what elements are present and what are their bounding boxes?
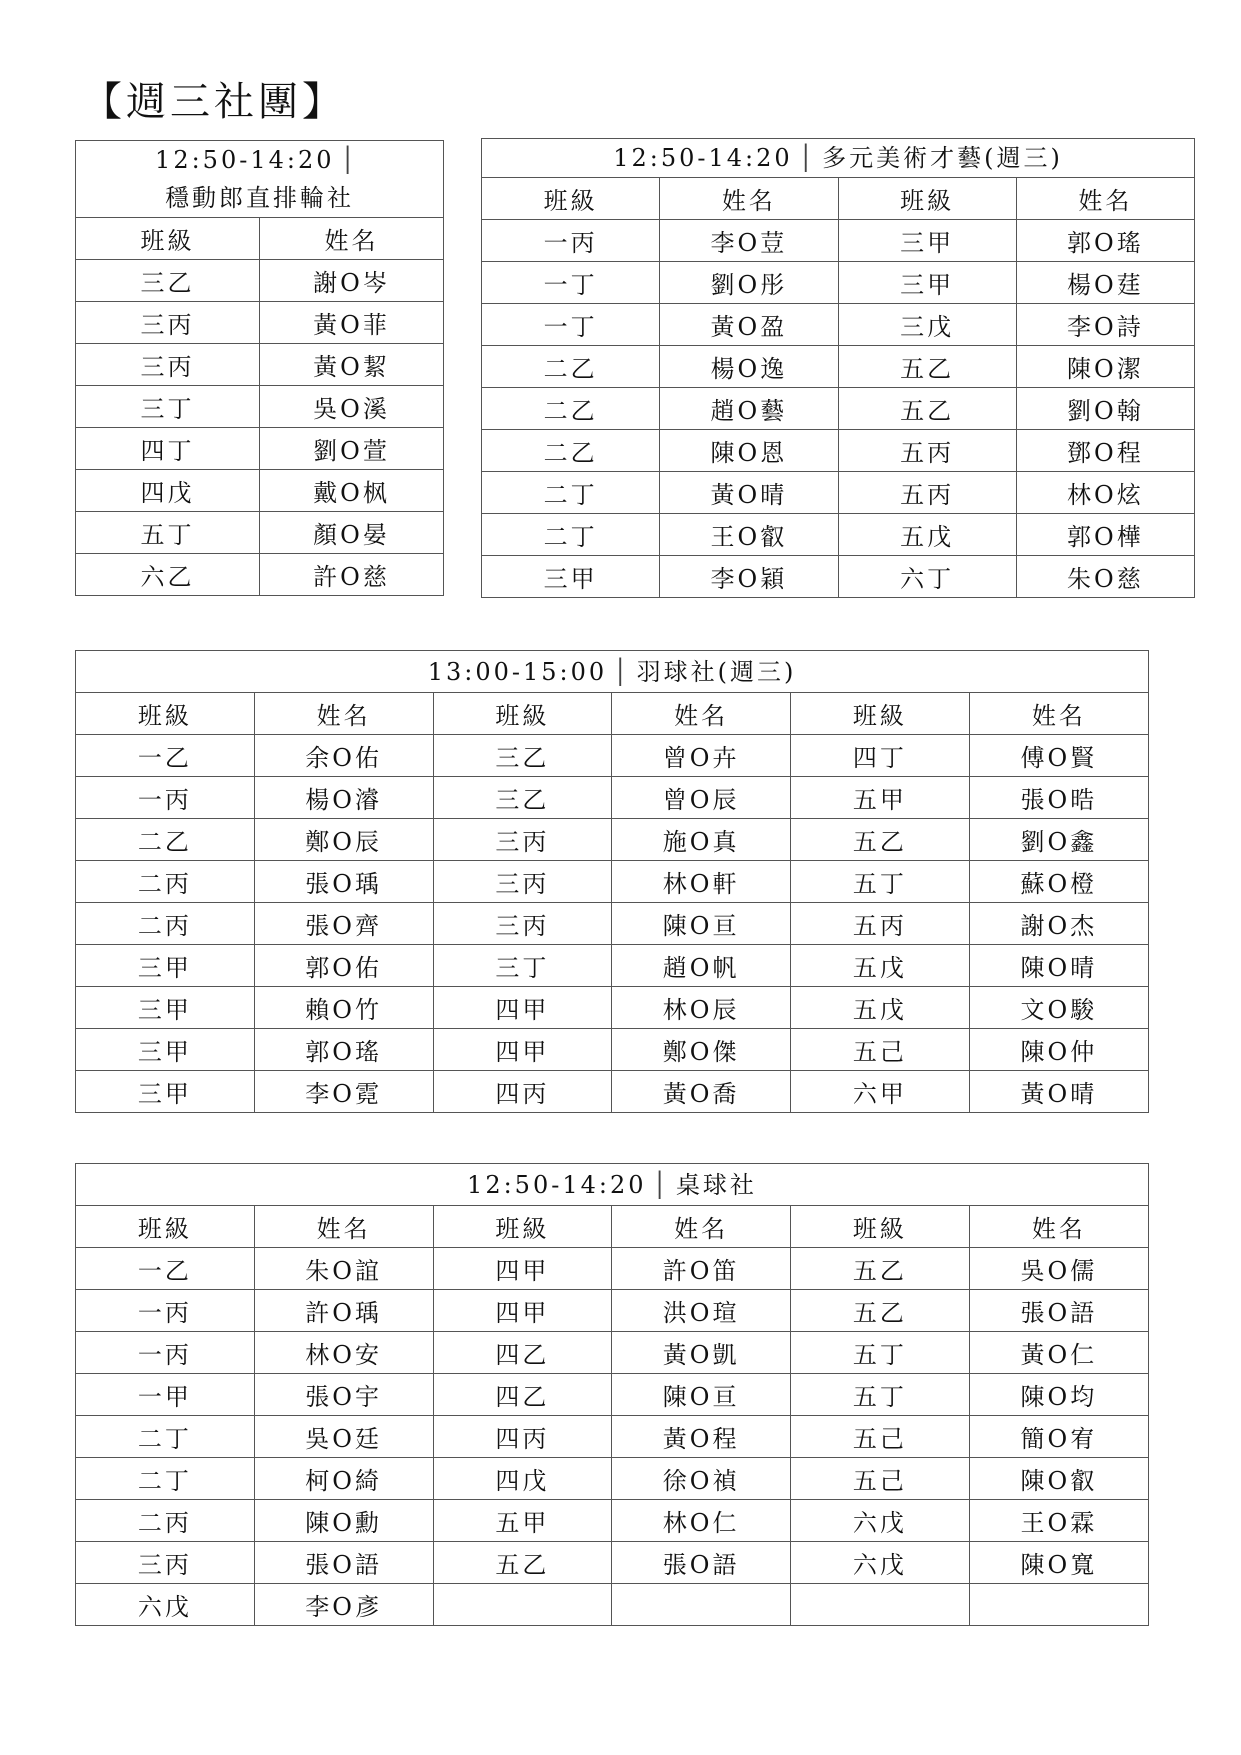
column-header-name: 姓名 (612, 1206, 791, 1248)
name-cell: 柯O綺 (254, 1458, 433, 1500)
class-cell: 三甲 (76, 987, 255, 1029)
separator: │ (340, 146, 358, 174)
column-header-class: 班級 (76, 1206, 255, 1248)
table-row (76, 1584, 1149, 1626)
class-cell: 三甲 (838, 220, 1016, 262)
class-cell: 二丁 (482, 472, 660, 514)
name-cell: 張O語 (612, 1542, 791, 1584)
class-cell: 四甲 (433, 1290, 612, 1332)
table-row (482, 388, 1195, 430)
class-cell: 六戊 (791, 1542, 970, 1584)
column-header-name: 姓名 (660, 178, 838, 220)
table-row (76, 386, 444, 428)
name-cell: 張O語 (254, 1542, 433, 1584)
name-cell: 李O彥 (254, 1584, 433, 1626)
name-cell: 黃O程 (612, 1416, 791, 1458)
table-row (76, 777, 1149, 819)
column-header-row (76, 1206, 1149, 1248)
name-cell: 劉O翰 (1016, 388, 1194, 430)
class-cell: 三戊 (838, 304, 1016, 346)
class-cell: 五己 (791, 1029, 970, 1071)
name-cell: 吳O廷 (254, 1416, 433, 1458)
name-cell: 黃O晴 (969, 1071, 1148, 1113)
column-header-class: 班級 (433, 1206, 612, 1248)
name-cell: 劉O彤 (660, 262, 838, 304)
class-cell: 五甲 (433, 1500, 612, 1542)
name-cell: 簡O宥 (969, 1416, 1148, 1458)
name-cell: 陳O亘 (612, 1374, 791, 1416)
name-cell: 林O軒 (612, 861, 791, 903)
class-cell: 四甲 (433, 1248, 612, 1290)
name-cell: 楊O逸 (660, 346, 838, 388)
class-cell: 四丙 (433, 1071, 612, 1113)
class-cell: 三甲 (76, 945, 255, 987)
name-cell: 謝O岑 (260, 260, 444, 302)
class-cell: 三甲 (76, 1029, 255, 1071)
name-cell: 黃O喬 (612, 1071, 791, 1113)
table-row (76, 735, 1149, 777)
class-cell: 六甲 (791, 1071, 970, 1113)
name-cell: 李O詩 (1016, 304, 1194, 346)
table-row (76, 1332, 1149, 1374)
name-cell: 許O瑀 (254, 1290, 433, 1332)
class-cell: 一乙 (76, 735, 255, 777)
club-name: 穩動郎直排輪社 (165, 184, 354, 212)
class-cell: 三丙 (76, 1542, 255, 1584)
name-cell: 陳O叡 (969, 1458, 1148, 1500)
name-cell: 曾O卉 (612, 735, 791, 777)
name-cell: 郭O瑤 (1016, 220, 1194, 262)
name-cell: 陳O仲 (969, 1029, 1148, 1071)
name-cell: 陳O恩 (660, 430, 838, 472)
name-cell: 吳O儒 (969, 1248, 1148, 1290)
name-cell: 徐O禎 (612, 1458, 791, 1500)
name-cell: 黃O晴 (660, 472, 838, 514)
column-header-name: 姓名 (1016, 178, 1194, 220)
class-cell: 一乙 (76, 1248, 255, 1290)
column-header-class: 班級 (433, 693, 612, 735)
class-cell: 五戊 (791, 945, 970, 987)
club-time: 12:50-14:20 (613, 144, 793, 172)
name-cell: 楊O濬 (254, 777, 433, 819)
class-cell: 五乙 (791, 819, 970, 861)
class-cell: 三甲 (838, 262, 1016, 304)
class-cell: 三甲 (76, 1071, 255, 1113)
separator: │ (652, 1170, 670, 1199)
column-header-name: 姓名 (254, 1206, 433, 1248)
club-time: 13:00-15:00 (427, 657, 608, 686)
class-cell: 一丁 (482, 262, 660, 304)
name-cell (612, 1584, 791, 1626)
table-row (482, 220, 1195, 262)
class-cell: 五丁 (791, 1332, 970, 1374)
table-row (76, 1290, 1149, 1332)
table-row (76, 1458, 1149, 1500)
class-cell: 二乙 (482, 346, 660, 388)
class-cell: 一丙 (482, 220, 660, 262)
name-cell: 賴O竹 (254, 987, 433, 1029)
club-header (76, 651, 1149, 693)
class-cell: 一甲 (76, 1374, 255, 1416)
name-cell: 陳O潔 (1016, 346, 1194, 388)
separator: │ (798, 144, 817, 172)
table-row (76, 470, 444, 512)
class-cell: 二乙 (482, 430, 660, 472)
name-cell: 陳O亘 (612, 903, 791, 945)
name-cell: 鄭O傑 (612, 1029, 791, 1071)
table-row (76, 1029, 1149, 1071)
class-cell: 三丙 (433, 861, 612, 903)
table-row (482, 472, 1195, 514)
class-cell: 三乙 (76, 260, 260, 302)
class-cell: 三丙 (433, 903, 612, 945)
class-cell: 一丙 (76, 1290, 255, 1332)
class-cell: 二丙 (76, 903, 255, 945)
club-header (76, 141, 444, 218)
table-row (482, 556, 1195, 598)
name-cell: 許O笛 (612, 1248, 791, 1290)
class-cell: 五乙 (838, 346, 1016, 388)
name-cell: 林O仁 (612, 1500, 791, 1542)
name-cell: 李O穎 (660, 556, 838, 598)
column-header-row (76, 218, 444, 260)
table-row (76, 428, 444, 470)
class-cell: 三丁 (76, 386, 260, 428)
table-row (76, 1374, 1149, 1416)
club-table-table-tennis (75, 1163, 1149, 1626)
name-cell: 陳O均 (969, 1374, 1148, 1416)
class-cell: 四丁 (76, 428, 260, 470)
table-row (76, 512, 444, 554)
class-cell: 五己 (791, 1416, 970, 1458)
name-cell (969, 1584, 1148, 1626)
name-cell: 余O佑 (254, 735, 433, 777)
name-cell: 謝O杰 (969, 903, 1148, 945)
class-cell: 四戊 (433, 1458, 612, 1500)
table-row (76, 945, 1149, 987)
class-cell: 四乙 (433, 1332, 612, 1374)
name-cell: 陳O勳 (254, 1500, 433, 1542)
name-cell: 楊O莛 (1016, 262, 1194, 304)
club-name: 多元美術才藝(週三) (822, 144, 1063, 172)
class-cell: 四丙 (433, 1416, 612, 1458)
class-cell: 四乙 (433, 1374, 612, 1416)
name-cell: 張O晧 (969, 777, 1148, 819)
class-cell: 五戊 (791, 987, 970, 1029)
name-cell: 劉O萱 (260, 428, 444, 470)
name-cell: 黃O菲 (260, 302, 444, 344)
class-cell: 五乙 (791, 1290, 970, 1332)
class-cell: 三丙 (76, 344, 260, 386)
table-row (482, 304, 1195, 346)
name-cell: 郭O樺 (1016, 514, 1194, 556)
column-header-row (482, 178, 1195, 220)
class-cell: 二乙 (482, 388, 660, 430)
name-cell: 吳O溪 (260, 386, 444, 428)
name-cell: 許O慈 (260, 554, 444, 596)
column-header-name: 姓名 (612, 693, 791, 735)
column-header-class: 班級 (482, 178, 660, 220)
name-cell: 張O齊 (254, 903, 433, 945)
name-cell: 陳O寬 (969, 1542, 1148, 1584)
column-header-name: 姓名 (969, 693, 1148, 735)
class-cell: 三乙 (433, 777, 612, 819)
class-cell: 一丙 (76, 1332, 255, 1374)
table-row (76, 819, 1149, 861)
column-header-name: 姓名 (254, 693, 433, 735)
class-cell: 三甲 (482, 556, 660, 598)
name-cell: 張O瑀 (254, 861, 433, 903)
name-cell: 朱O誼 (254, 1248, 433, 1290)
table-row (482, 346, 1195, 388)
class-cell: 二丁 (76, 1458, 255, 1500)
table-row (76, 554, 444, 596)
class-cell: 六丁 (838, 556, 1016, 598)
club-name: 羽球社(週三) (636, 657, 797, 686)
class-cell: 四丁 (791, 735, 970, 777)
column-header-class: 班級 (791, 1206, 970, 1248)
table-row (76, 861, 1149, 903)
class-cell: 二丙 (76, 1500, 255, 1542)
class-cell: 三丙 (433, 819, 612, 861)
name-cell: 王O叡 (660, 514, 838, 556)
class-cell: 六乙 (76, 554, 260, 596)
table-row (482, 514, 1195, 556)
club-name: 桌球社 (675, 1170, 757, 1199)
name-cell: 傅O賢 (969, 735, 1148, 777)
name-cell: 王O霖 (969, 1500, 1148, 1542)
column-header-class: 班級 (838, 178, 1016, 220)
table-row (76, 1248, 1149, 1290)
column-header-name: 姓名 (260, 218, 444, 260)
name-cell: 洪O瑄 (612, 1290, 791, 1332)
table-row (76, 1416, 1149, 1458)
class-cell (433, 1584, 612, 1626)
table-row (76, 987, 1149, 1029)
name-cell: 戴O枫 (260, 470, 444, 512)
name-cell: 林O炫 (1016, 472, 1194, 514)
column-header-class: 班級 (76, 693, 255, 735)
table-row (76, 260, 444, 302)
name-cell: 郭O佑 (254, 945, 433, 987)
class-cell: 二丁 (76, 1416, 255, 1458)
name-cell: 陳O晴 (969, 945, 1148, 987)
class-cell (791, 1584, 970, 1626)
club-table-art (481, 138, 1195, 598)
class-cell: 五甲 (791, 777, 970, 819)
class-cell: 五乙 (433, 1542, 612, 1584)
name-cell: 鄭O辰 (254, 819, 433, 861)
class-cell: 二丙 (76, 861, 255, 903)
class-cell: 三丙 (76, 302, 260, 344)
name-cell: 鄧O程 (1016, 430, 1194, 472)
table-row (482, 262, 1195, 304)
class-cell: 二乙 (76, 819, 255, 861)
name-cell: 黃O仁 (969, 1332, 1148, 1374)
column-header-class: 班級 (791, 693, 970, 735)
class-cell: 五丁 (791, 861, 970, 903)
name-cell: 張O語 (969, 1290, 1148, 1332)
class-cell: 五丙 (838, 430, 1016, 472)
name-cell: 李O荳 (660, 220, 838, 262)
class-cell: 一丙 (76, 777, 255, 819)
table-row (76, 1071, 1149, 1113)
name-cell: 曾O辰 (612, 777, 791, 819)
club-table-badminton (75, 650, 1149, 1113)
table-row (76, 302, 444, 344)
column-header-row (76, 693, 1149, 735)
class-cell: 五己 (791, 1458, 970, 1500)
name-cell: 蘇O橙 (969, 861, 1148, 903)
club-table-inline-skating (75, 140, 444, 596)
table-row (76, 1500, 1149, 1542)
name-cell: 張O宇 (254, 1374, 433, 1416)
club-time: 12:50-14:20 (155, 146, 335, 174)
page-title: 【週三社團】 (82, 79, 346, 125)
club-header (482, 139, 1195, 178)
name-cell: 趙O藝 (660, 388, 838, 430)
class-cell: 六戊 (76, 1584, 255, 1626)
name-cell: 趙O帆 (612, 945, 791, 987)
name-cell: 黃O盈 (660, 304, 838, 346)
class-cell: 五丙 (838, 472, 1016, 514)
name-cell: 朱O慈 (1016, 556, 1194, 598)
name-cell: 施O真 (612, 819, 791, 861)
class-cell: 四甲 (433, 987, 612, 1029)
class-cell: 五乙 (791, 1248, 970, 1290)
class-cell: 六戊 (791, 1500, 970, 1542)
club-time: 12:50-14:20 (467, 1170, 647, 1199)
name-cell: 文O駿 (969, 987, 1148, 1029)
class-cell: 二丁 (482, 514, 660, 556)
column-header-name: 姓名 (969, 1206, 1148, 1248)
table-row (76, 344, 444, 386)
class-cell: 五丁 (791, 1374, 970, 1416)
table-row (482, 430, 1195, 472)
club-header (76, 1164, 1149, 1206)
class-cell: 五丁 (76, 512, 260, 554)
name-cell: 林O辰 (612, 987, 791, 1029)
class-cell: 四戊 (76, 470, 260, 512)
name-cell: 林O安 (254, 1332, 433, 1374)
class-cell: 五丙 (791, 903, 970, 945)
name-cell: 黃O凱 (612, 1332, 791, 1374)
name-cell: 黃O絜 (260, 344, 444, 386)
separator: │ (613, 657, 631, 686)
class-cell: 三丁 (433, 945, 612, 987)
name-cell: 郭O瑤 (254, 1029, 433, 1071)
column-header-class: 班級 (76, 218, 260, 260)
class-cell: 五乙 (838, 388, 1016, 430)
class-cell: 四甲 (433, 1029, 612, 1071)
class-cell: 一丁 (482, 304, 660, 346)
table-row (76, 1542, 1149, 1584)
name-cell: 顏O晏 (260, 512, 444, 554)
name-cell: 李O霓 (254, 1071, 433, 1113)
class-cell: 三乙 (433, 735, 612, 777)
table-row (76, 903, 1149, 945)
name-cell: 劉O鑫 (969, 819, 1148, 861)
class-cell: 五戊 (838, 514, 1016, 556)
